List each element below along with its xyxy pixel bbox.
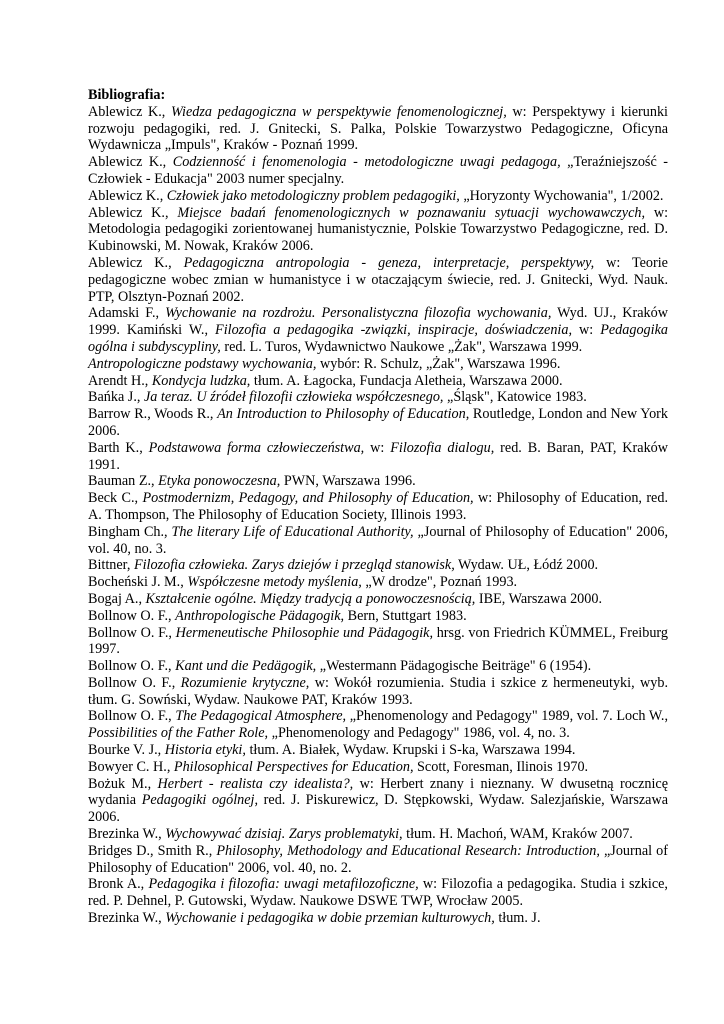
entry-title: Człowiek jako metodologiczny problem pedagogiki, xyxy=(166,187,460,204)
bibliography-heading: Bibliografia: xyxy=(88,87,166,103)
entry-text: Bogaj A., xyxy=(88,590,146,607)
bibliography-page xyxy=(88,87,668,927)
entry-text: w: xyxy=(364,439,391,456)
entry-title: The Pedagogical Atmosphere, xyxy=(175,708,347,725)
bibliography-entry xyxy=(88,373,668,390)
entry-text: Scott, Foresman, Ilinois 1970. xyxy=(413,758,589,775)
entry-title: Ja teraz. U źródeł filozofii człowieka współczesnego, xyxy=(143,389,444,406)
entry-text: Bronk A., xyxy=(88,876,149,893)
entry-title: Postmodernizm, Pedagogy, and Philosophy of Education, xyxy=(142,490,474,507)
entry-text: Routledge, London and New York 2006. xyxy=(88,406,668,439)
entry-text: Bingham Ch., xyxy=(88,523,172,540)
bibliography-entry xyxy=(88,708,668,742)
entry-title: Philosophy, Methodology and Educational Research: Introduction, xyxy=(216,842,600,859)
bibliography-entry xyxy=(88,104,668,154)
entry-text: Bollnow O. F., xyxy=(88,624,176,641)
entry-text: Bowyer C. H., xyxy=(88,758,174,775)
entry-text: red. J. Piskurewicz, D. Stępkowski, Wydaw. Salezjańskie, Warszawa 2006. xyxy=(88,792,668,826)
entry-title: Wychowanie na rozdrożu. Personalistyczna filozofia wychowania, xyxy=(165,305,552,322)
entry-title: Wiedza pedagogiczna w perspektywie fenomenologicznej, xyxy=(170,103,507,120)
entry-text: w: Perspektywy i kierunki rozwoju pedagogiki, red. J. Gnitecki, S. Palka, Polskie Towarzystwo Pedagogiczne, Oficyna Wydawnicza „Impuls", Kraków - Poznań 1999. xyxy=(88,103,668,154)
entry-text: Ablewicz K., xyxy=(88,154,173,171)
entry-text: Bollnow O. F., xyxy=(88,658,176,675)
entry-title: Anthropologische Pädagogik, xyxy=(175,607,345,624)
entry-title: An Introduction to Philosophy of Education, xyxy=(217,406,470,423)
entry-title: Miejsce badań fenomenologicznych w poznawaniu sytuacji wychowawczych, xyxy=(177,204,646,221)
bibliography-entry xyxy=(88,188,668,205)
entry-title: Codzienność i fenomenologia - metodologiczne uwagi pedagoga, xyxy=(172,154,561,171)
entry-text: w: xyxy=(572,322,601,339)
entry-text: „Horyzonty Wychowania", 1/2002. xyxy=(459,187,664,204)
entry-text: IBE, Warszawa 2000. xyxy=(475,590,602,607)
entry-text: Bańka J., xyxy=(88,389,144,406)
entry-title: Filozofia człowieka. Zarys dziejów i przegląd stanowisk, xyxy=(133,557,455,574)
entry-text: w: Herbert znany i nieznany. W dwusetną rocznicę wydania xyxy=(88,775,669,809)
entry-text: tłum. A. Łagocka, Fundacja Aletheia, Warszawa 2000. xyxy=(250,372,563,389)
entry-text: Adamski F., xyxy=(88,305,166,322)
bibliography-entry xyxy=(88,658,668,675)
entry-text: w: Wokół rozumienia. Studia i szkice z hermeneutyki, wyb. tłum. G. Sowński, Wydaw. Naukowe PAT, Kraków 1993. xyxy=(88,674,668,708)
bibliography-entry xyxy=(88,843,668,877)
entry-text: wybór: R. Schulz, „Żak", Warszawa 1996. xyxy=(316,355,561,372)
entry-title: Herbert - realista czy idealista?, xyxy=(157,775,354,792)
entry-text: hrsg. von Friedrich KÜMMEL, Freiburg 1997. xyxy=(88,624,668,658)
bibliography-entry xyxy=(88,406,668,440)
entry-text: „Teraźniejszość - Człowiek - Edukacja" 2003 numer specjalny. xyxy=(88,154,668,187)
entry-title: Pedagogika i filozofia: uwagi metafilozoficzne, xyxy=(148,876,419,893)
entry-title: Historia etyki, xyxy=(164,742,246,759)
entry-text: Bern, Stuttgart 1983. xyxy=(344,607,467,624)
entry-text: Bożuk M., xyxy=(88,775,158,792)
entry-text: red. L. Turos, Wydawnictwo Naukowe „Żak", Warszawa 1999. xyxy=(220,338,583,355)
entry-title: Pedagogiki ogólnej, xyxy=(141,792,259,809)
entry-text: „Phenomenology and Pedagogy" 1989, vol. 7. Loch W., xyxy=(346,708,669,725)
entry-title: Philosophical Perspectives for Education, xyxy=(173,758,414,775)
bibliography-entry xyxy=(88,205,668,255)
entry-title: Podstawowa forma człowieczeństwa, xyxy=(148,439,365,456)
bibliography-entry xyxy=(88,305,668,355)
entry-text: Ablewicz K., xyxy=(88,204,178,221)
entry-text: Arendt H., xyxy=(88,372,152,389)
entry-text: tłum. A. Białek, Wydaw. Krupski i S-ka, Warszawa 1994. xyxy=(245,742,576,759)
entry-text: Wydaw. UŁ, Łódź 2000. xyxy=(454,557,599,574)
entry-text: „Westermann Pädagogische Beiträge" 6 (1954). xyxy=(316,658,592,675)
entry-title: Wychowanie i pedagogika w dobie przemian kulturowych, xyxy=(165,910,495,927)
entry-title: Kształcenie ogólne. Między tradycją a ponowoczesnością, xyxy=(145,590,476,607)
bibliography-entry xyxy=(88,742,668,759)
bibliography-entry xyxy=(88,826,668,843)
bibliography-entry xyxy=(88,389,668,406)
entry-text: Bocheński J. M., xyxy=(88,574,188,591)
bibliography-entry xyxy=(88,876,668,910)
entry-text: Bridges D., Smith R., xyxy=(88,842,217,859)
bibliography-entry xyxy=(88,591,668,608)
entry-text: Brezinka W., xyxy=(88,910,166,927)
entry-text: Ablewicz K., xyxy=(88,254,184,271)
entry-text: Barth K., xyxy=(88,439,149,456)
entry-text: Bollnow O. F., xyxy=(88,674,181,691)
entry-title: Etyka ponowoczesna, xyxy=(158,473,281,490)
entry-title: Rozumienie krytyczne, xyxy=(180,674,310,691)
bibliography-entry xyxy=(88,574,668,591)
entry-text: w: Teorie pedagogiczne wobec zmian w humanistyce i w otaczającym świecie, red. J. Gnitecki, Wyd. Nauk. PTP, Olsztyn-Poznań 2002. xyxy=(88,254,668,305)
entry-title: Pedagogika ogólna i subdyscypliny, xyxy=(88,322,668,355)
entry-title: Pedagogiczna antropologia - geneza, interpretacje, perspektywy, xyxy=(183,254,595,271)
entry-title: Filozofia dialogu, xyxy=(390,439,495,456)
bibliography-entry xyxy=(88,625,668,659)
entry-text: Wyd. UJ., Kraków 1999. Kamiński W., xyxy=(88,305,668,339)
entry-text: „Journal of Philosophy of Education" 2006, vol. 40, no. 3. xyxy=(88,523,668,557)
entry-title: Wychowywać dzisiaj. Zarys problematyki, xyxy=(165,826,403,843)
entry-text: Brezinka W., xyxy=(88,826,166,843)
bibliography-entry xyxy=(88,490,668,524)
bibliography-entry xyxy=(88,440,668,474)
bibliography-entry xyxy=(88,524,668,558)
entry-text: w: Filozofia a pedagogika. Studia i szkice, red. P. Dehnel, P. Gutowski, Wydaw. Naukowe DSWE TWP, Wrocław 2005. xyxy=(88,876,668,910)
entry-text: red. B. Baran, PAT, Kraków 1991. xyxy=(88,439,668,473)
entry-text: tłum. J. xyxy=(494,910,541,927)
entry-text: Bollnow O. F., xyxy=(88,708,176,725)
bibliography-entry xyxy=(88,759,668,776)
entry-text: Beck C., xyxy=(88,490,143,507)
entry-text: tłum. H. Machoń, WAM, Kraków 2007. xyxy=(402,826,633,843)
entry-text: Ablewicz K., xyxy=(88,187,167,204)
entry-text: „Journal of Philosophy of Education" 2006, vol. 40, no. 2. xyxy=(88,842,668,876)
bibliography-entry xyxy=(88,557,668,574)
entry-text: „Śląsk", Katowice 1983. xyxy=(443,389,587,406)
entry-title: Hermeneutische Philosophie und Pädagogik, xyxy=(175,624,433,641)
entry-title: Kant und die Pedägogik, xyxy=(175,658,317,675)
bibliography-entry xyxy=(88,356,668,373)
entry-text: „Phenomenology and Pedagogy" 1986, vol. 4, no. 3. xyxy=(268,725,570,742)
entry-text: Barrow R., Woods R., xyxy=(88,406,218,423)
entry-title: Kondycja ludzka, xyxy=(151,372,251,389)
entry-text: w: Philosophy of Education, red. A. Thompson, The Philosophy of Education Society, Illinois 1993. xyxy=(88,490,668,523)
entry-text: Ablewicz K., xyxy=(88,103,171,120)
entry-text: Bourke V. J., xyxy=(88,742,165,759)
entry-title: Współczesne metody myślenia, xyxy=(187,574,362,591)
entry-text: Bittner, xyxy=(88,557,134,574)
entry-text: Bauman Z., xyxy=(88,473,159,490)
bibliography-entry xyxy=(88,154,668,188)
bibliography-entry xyxy=(88,473,668,490)
entry-title: Filozofia a pedagogika -związki, inspiracje, doświadczenia, xyxy=(215,322,573,339)
entry-text: PWN, Warszawa 1996. xyxy=(280,473,416,490)
bibliography-entry xyxy=(88,255,668,305)
entry-text: Bollnow O. F., xyxy=(88,607,176,624)
entry-text: w: Metodologia pedagogiki zorientowanej humanistycznie, Polskie Towarzystwo Pedagogiczne, red. D. Kubinowski, M. Nowak, Kraków 2006. xyxy=(88,204,669,255)
bibliography-entry xyxy=(88,910,668,927)
bibliography-entry xyxy=(88,675,668,709)
bibliography-list xyxy=(88,104,668,927)
entry-text: „W drodze", Poznań 1993. xyxy=(361,574,518,591)
entry-title: Possibilities of the Father Role, xyxy=(88,725,269,742)
bibliography-entry xyxy=(88,776,668,826)
entry-title: The literary Life of Educational Authority, xyxy=(171,523,414,540)
bibliography-entry xyxy=(88,608,668,625)
entry-title: Antropologiczne podstawy wychowania, xyxy=(88,355,317,372)
